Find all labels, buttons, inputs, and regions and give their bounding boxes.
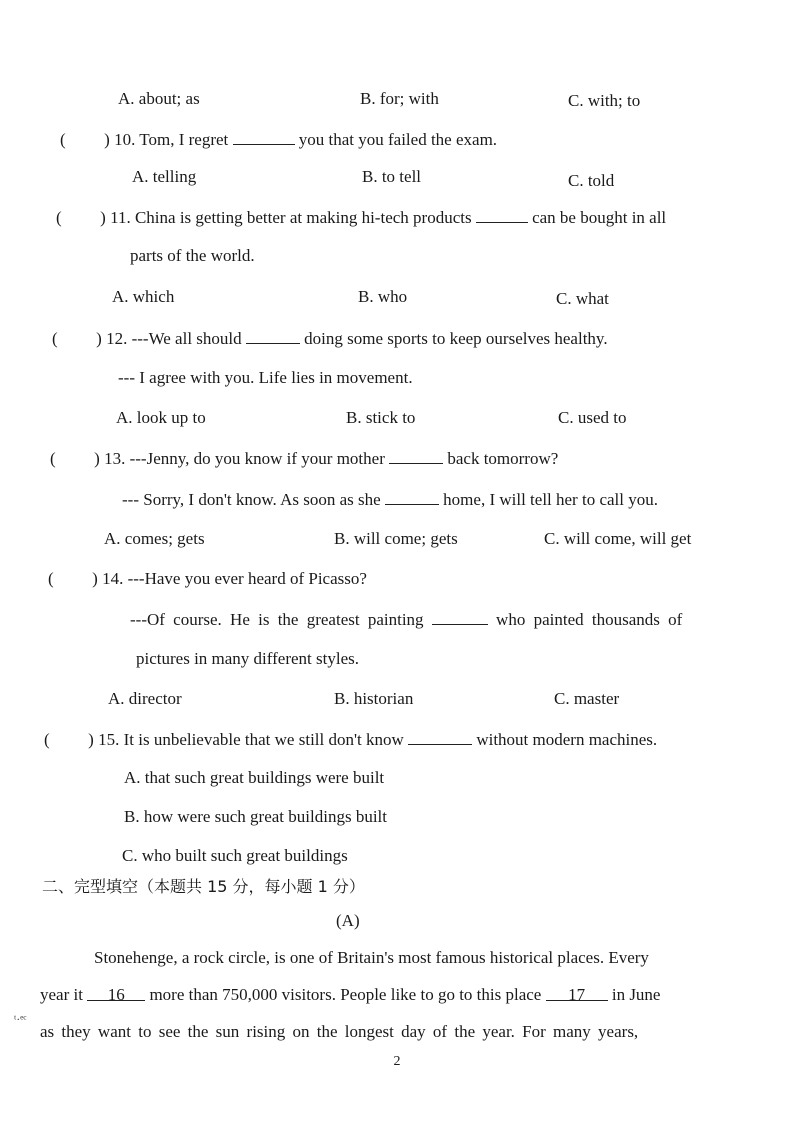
question-10 (60, 128, 497, 151)
answer-paren-open: ( (56, 208, 62, 227)
q15-option-b: B. how were such great buildings built (124, 807, 387, 826)
passage-line-2-pre: year it (40, 985, 83, 1004)
q10-option-c: C. told (568, 171, 615, 190)
q15-option-a: A. that such great buildings were built (124, 768, 385, 787)
question-11-blank[interactable] (476, 206, 528, 223)
answer-paren-open: ( (50, 449, 56, 468)
question-14-line3: pictures in many different styles. (136, 649, 359, 668)
question-15-text-after: without modern machines. (476, 730, 658, 749)
question-13-blank-2[interactable] (385, 488, 439, 505)
question-13-line2 (122, 488, 658, 511)
answer-paren-open: ( (60, 130, 66, 149)
q15-option-c: C. who built such great buildings (122, 846, 348, 865)
cloze-blank-16[interactable]: 16 (87, 984, 145, 1001)
answer-paren-open: ( (48, 569, 54, 588)
question-14-line2 (130, 608, 682, 631)
q9-option-c: C. with; to (568, 91, 641, 110)
margin-scribble: ᵗ·ᵉᶜ (14, 1012, 27, 1026)
passage-line-3: as they want to see the sun rising on the longest day of the year. For many years, (40, 1022, 639, 1041)
passage-line-2-mid: more than 750,000 visitors. People like to go to this place (149, 985, 542, 1004)
answer-paren-close: ) (104, 130, 110, 149)
question-12-blank[interactable] (246, 327, 300, 344)
question-15-blank[interactable] (408, 728, 472, 745)
question-13 (50, 447, 558, 470)
q11-option-b: B. who (358, 287, 408, 306)
question-14-line2-post: who painted thousands of (496, 610, 683, 629)
cloze-blank-17[interactable]: 17 (546, 984, 608, 1001)
q12-option-c: C. used to (558, 408, 627, 427)
answer-paren-close: ) (100, 208, 106, 227)
question-11-text-after: can be bought in all (532, 208, 667, 227)
question-15 (44, 728, 657, 751)
question-10-text: 10. Tom, I regret (114, 130, 229, 149)
passage-line-1: Stonehenge, a rock circle, is one of Britain's most famous historical places. Every (94, 948, 649, 967)
passage-line-2-post: in June (611, 985, 661, 1004)
question-13-blank[interactable] (389, 447, 443, 464)
q10-option-a: A. telling (132, 167, 197, 186)
q13-option-a: A. comes; gets (104, 529, 205, 548)
q12-option-a: A. look up to (116, 408, 206, 427)
answer-paren-close: ) (94, 449, 100, 468)
question-14-text: 14. ---Have you ever heard of Picasso? (102, 569, 367, 588)
q14-option-a: A. director (108, 689, 182, 708)
q13-option-b: B. will come; gets (334, 529, 458, 548)
question-14-blank[interactable] (432, 608, 488, 625)
passage-part-label: (A) (336, 911, 360, 930)
question-10-text-after: you that you failed the exam. (298, 130, 498, 149)
passage-line-2 (40, 984, 660, 1006)
answer-paren-close: ) (92, 569, 98, 588)
question-13-text: 13. ---Jenny, do you know if your mother (104, 449, 385, 468)
question-12 (52, 327, 608, 350)
q12-option-b: B. stick to (346, 408, 416, 427)
q9-option-b: B. for; with (360, 89, 439, 108)
question-12-text: 12. ---We all should (106, 329, 242, 348)
answer-paren-open: ( (52, 329, 58, 348)
question-13-line2-post: home, I will tell her to call you. (443, 490, 658, 509)
section-heading: 二、完型填空（本题共 15 分，每小题 1 分） (42, 877, 365, 896)
question-11 (56, 206, 666, 229)
q11-option-c: C. what (556, 289, 609, 308)
question-13-text-after: back tomorrow? (447, 449, 559, 468)
q11-option-a: A. which (112, 287, 175, 306)
question-15-text: 15. It is unbelievable that we still don't know (98, 730, 404, 749)
q14-option-c: C. master (554, 689, 620, 708)
q9-option-a: A. about; as (118, 89, 200, 108)
page-number: 2 (393, 1054, 401, 1069)
answer-paren-close: ) (96, 329, 102, 348)
question-12-text-after: doing some sports to keep ourselves healthy. (304, 329, 608, 348)
question-12-line2: --- I agree with you. Life lies in movement. (118, 368, 413, 387)
q10-option-b: B. to tell (362, 167, 422, 186)
question-10-blank[interactable] (233, 128, 295, 145)
answer-paren-open: ( (44, 730, 50, 749)
answer-paren-close: ) (88, 730, 94, 749)
question-11-line2: parts of the world. (130, 246, 255, 265)
question-14-line2-pre: ---Of course. He is the greatest painting (130, 610, 424, 629)
q13-option-c: C. will come, will get (544, 529, 692, 548)
question-13-line2-pre: --- Sorry, I don't know. As soon as she (122, 490, 381, 509)
question-11-text: 11. China is getting better at making hi-tech products (110, 208, 472, 227)
question-14 (48, 568, 367, 590)
q14-option-b: B. historian (334, 689, 414, 708)
